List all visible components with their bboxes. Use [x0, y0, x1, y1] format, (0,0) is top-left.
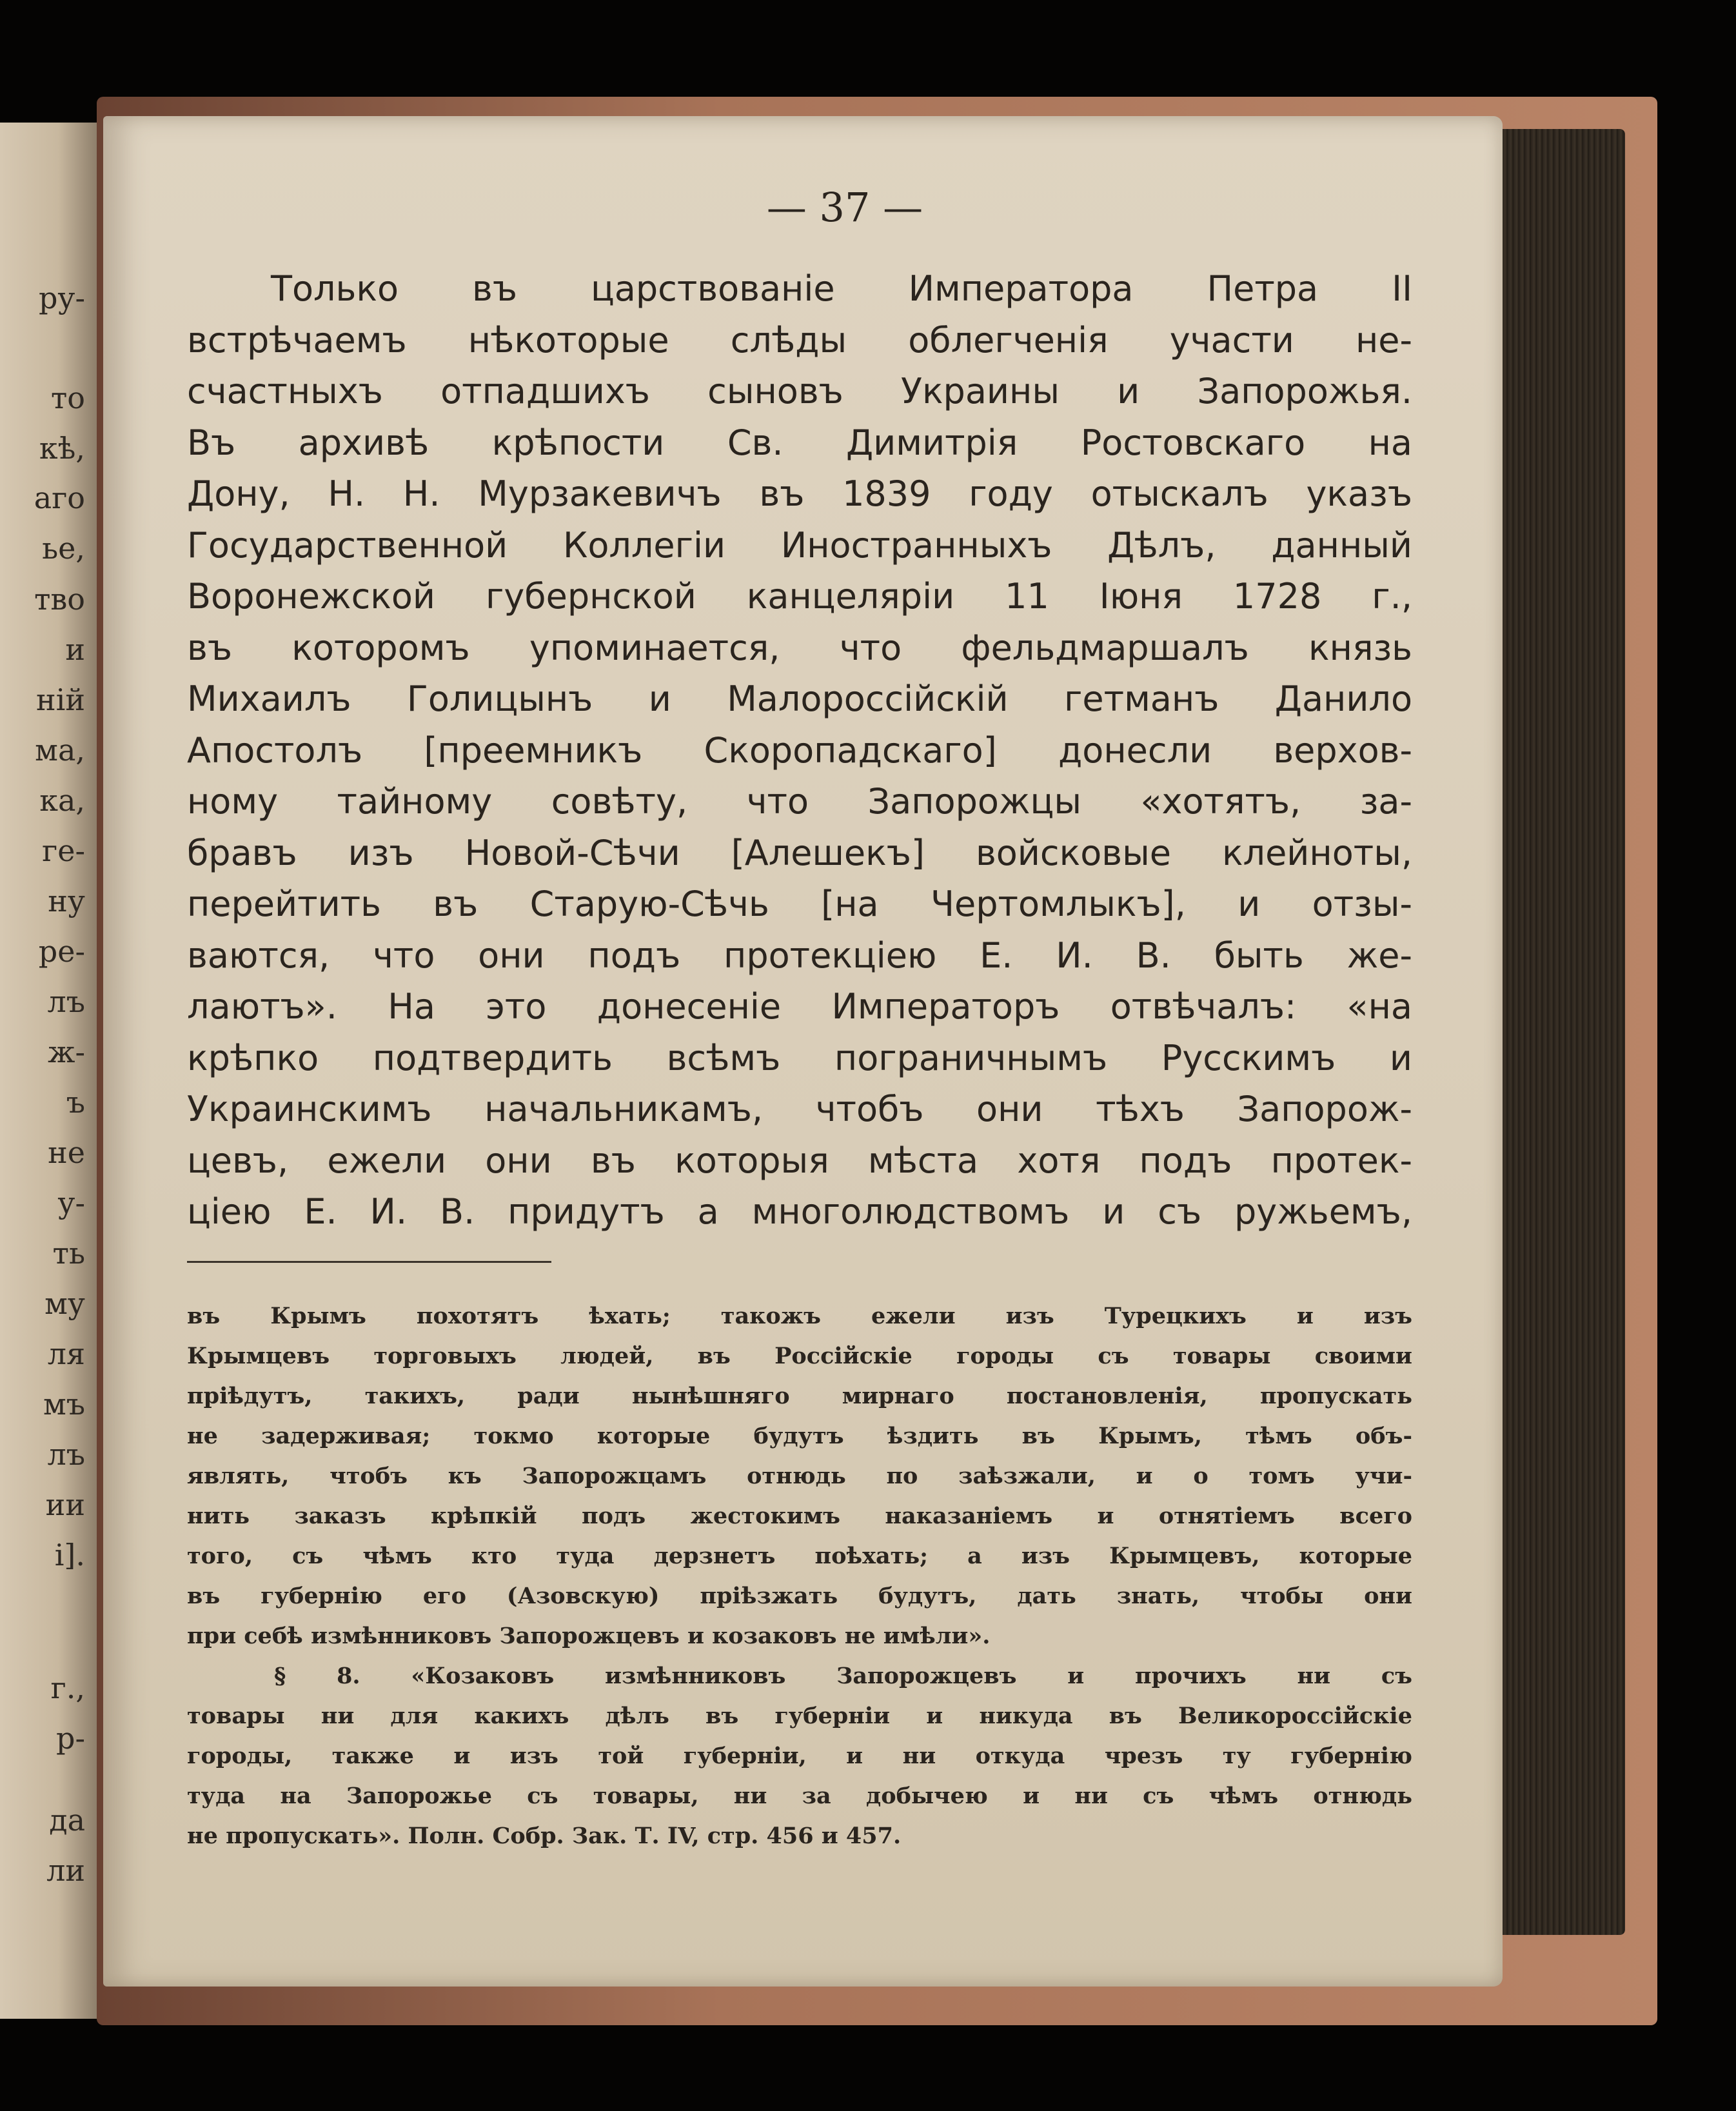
footnote-line: туда на Запорожье съ товары, ни за добычею и ни съ чѣмъ отнюдь: [187, 1783, 1412, 1809]
footnote-line: пріѣдутъ, такихъ, ради нынѣшняго мирнаго постановленія, пропускать: [187, 1383, 1412, 1409]
left-page-line: не: [48, 1135, 85, 1170]
left-page-line: р-: [56, 1721, 85, 1756]
left-page-line: у-: [57, 1185, 85, 1220]
footnote-line: Крымцевъ торговыхъ людей, въ Россійскіе городы съ товары своими: [187, 1343, 1412, 1369]
left-page-line: лъ: [47, 1437, 85, 1472]
text-line: счастныхъ отпадшихъ сыновъ Украины и Запорожья.: [187, 371, 1412, 411]
left-page-line: тво: [34, 582, 85, 617]
footnote-line: городы, также и изъ той губерніи, и ни откуда чрезъ ту губернію: [187, 1743, 1412, 1769]
footnote-line: товары ни для какихъ дѣлъ въ губерніи и никуда въ Великороссійскіе: [187, 1703, 1412, 1729]
text-line: въ которомъ упоминается, что фельдмаршалъ князь: [187, 627, 1412, 668]
left-page-line: ма,: [35, 733, 85, 768]
left-page-line: ье,: [42, 531, 85, 566]
page-number: — 37 —: [766, 184, 923, 231]
footnote-line: не задерживая; токмо которые будутъ ѣздить въ Крымъ, тѣмъ объ-: [187, 1423, 1412, 1449]
text-line: перейтить въ Старую-Сѣчь [на Чертомлыкъ], и отзы-: [187, 884, 1412, 924]
text-line: ціею Е. И. В. придутъ а многолюдствомъ и съ ружьемъ,: [187, 1191, 1412, 1232]
text-line: цевъ, ежели они въ которыя мѣста хотя подъ протек-: [187, 1140, 1412, 1181]
footnote-separator: [187, 1261, 551, 1263]
text-line: Въ архивѣ крѣпости Св. Димитрія Ростовскаго на: [187, 422, 1412, 463]
left-page-line: ній: [35, 682, 85, 717]
left-page-line: му: [44, 1286, 85, 1321]
text-line: ному тайному совѣту, что Запорожцы «хотятъ, за-: [187, 781, 1412, 822]
left-page-line: ре-: [38, 934, 85, 969]
book-page: [103, 116, 1503, 1987]
footnote-line: при себѣ измѣнниковъ Запорожцевъ и козаковъ не имѣли».: [187, 1623, 991, 1649]
left-page-line: ъ: [66, 1085, 85, 1120]
text-line: встрѣчаемъ нѣкоторые слѣды облегченія участи не-: [187, 319, 1412, 361]
text-line: Государственной Коллегіи Иностранныхъ Дѣлъ, данный: [187, 524, 1412, 566]
left-page-line: ну: [48, 884, 85, 918]
left-page-line: да: [49, 1803, 85, 1838]
footnote-line: § 8. «Козаковъ измѣнниковъ Запорожцевъ и прочихъ ни съ: [274, 1663, 1412, 1689]
left-page-line: ру-: [38, 281, 85, 315]
page-edges: [1496, 129, 1625, 1935]
left-page-line: ли: [46, 1853, 85, 1888]
left-page-line: аго: [34, 481, 85, 515]
left-page-line: кѣ,: [39, 431, 85, 466]
left-page-line: и: [65, 632, 85, 667]
left-page-line: ии: [45, 1487, 85, 1522]
text-line: Воронежской губернской канцеляріи 11 Іюня 1728 г.,: [187, 576, 1412, 617]
left-page-fragment: [0, 123, 97, 2019]
footnote-line: того, съ чѣмъ кто туда дерзнетъ поѣхать; а изъ Крымцевъ, которые: [187, 1543, 1412, 1569]
footnote-line: въ Крымъ похотятъ ѣхать; такожъ ежели изъ Турецкихъ и изъ: [187, 1303, 1412, 1329]
text-line: ваются, что они подъ протекціею Е. И. В. быть же-: [187, 935, 1412, 976]
footnote-line: являть, чтобъ къ Запорожцамъ отнюдь по заѣзжали, и о томъ учи-: [187, 1463, 1412, 1489]
left-page-line: лъ: [47, 984, 85, 1019]
left-page-line: і].: [54, 1538, 85, 1572]
main-text: [187, 263, 1412, 1238]
text-line: Михаилъ Голицынъ и Малороссійскій гетманъ Данило: [187, 679, 1412, 719]
text-line: лаютъ». На это донесеніе Императоръ отвѣчалъ: «на: [187, 986, 1412, 1027]
footnote-text: [187, 1296, 1412, 1856]
footnote-line: въ губернію его (Азовскую) пріѣзжать будутъ, дать знать, чтобы они: [187, 1583, 1412, 1609]
text-line: Дону, Н. Н. Мурзакевичъ въ 1839 году отыскалъ указъ: [187, 473, 1412, 514]
left-page-line: ля: [47, 1336, 85, 1371]
left-page-line: мъ: [43, 1387, 85, 1422]
text-line: бравъ изъ Новой-Сѣчи [Алешекъ] войсковые клейноты,: [187, 832, 1412, 873]
text-line: Только въ царствованіе Императора Петра II: [271, 268, 1412, 309]
left-page-line: то: [50, 381, 85, 415]
left-page-line: ка,: [39, 783, 85, 818]
left-page-line: ге-: [42, 833, 85, 868]
text-line: Украинскимъ начальникамъ, чтобъ они тѣхъ Запорож-: [187, 1089, 1412, 1129]
footnote-line: не пропускать». Полн. Собр. Зак. Т. IV, стр. 456 и 457.: [187, 1823, 902, 1849]
text-line: Апостолъ [преемникъ Скоропадскаго] донесли верхов-: [187, 729, 1412, 771]
footnote-line: нить заказъ крѣпкій подъ жестокимъ наказаніемъ и отнятіемъ всего: [187, 1503, 1412, 1529]
left-page-line: ж-: [48, 1035, 85, 1069]
left-page-line: г.,: [50, 1670, 85, 1705]
left-page-line: ть: [52, 1236, 85, 1271]
text-line: крѣпко подтвердить всѣмъ пограничнымъ Русскимъ и: [187, 1037, 1412, 1078]
